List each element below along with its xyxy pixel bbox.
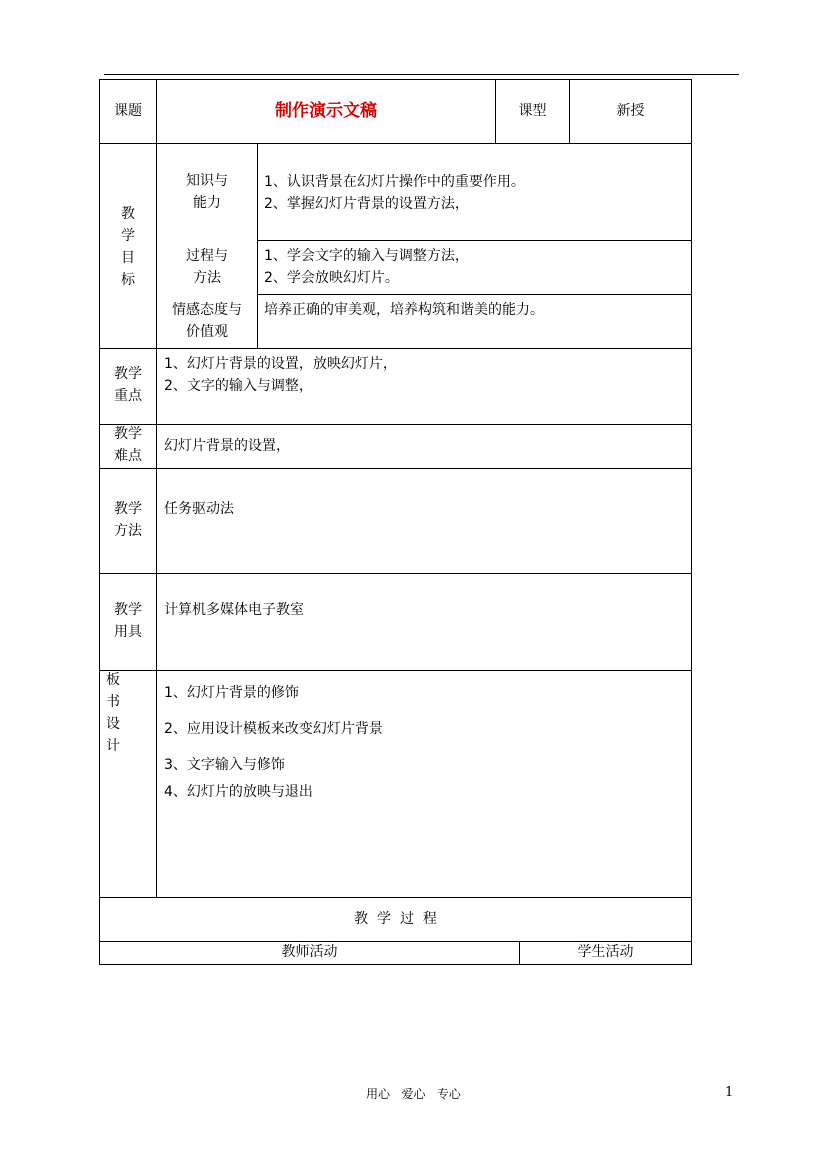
tools-content: 计算机多媒体电子教室 — [164, 602, 304, 618]
lesson-title: 制作演示文稿 — [275, 101, 377, 121]
attitude-values-label: 情感态度与 价值观 — [172, 302, 242, 340]
tools-label: 教学 用具 — [114, 602, 142, 640]
process-title: 教 学 过 程 — [354, 911, 437, 927]
attitude-values-content: 培养正确的审美观，培养构筑和谐美的能力。 — [264, 302, 544, 318]
header-rule — [104, 74, 739, 75]
difficulties-label: 教学 难点 — [114, 426, 142, 464]
board-label: 板 书 设 计 — [106, 672, 120, 754]
board-item: 4、幻灯片的放映与退出 — [164, 784, 313, 800]
method-content: 任务驱动法 — [164, 501, 234, 517]
method-label: 教学 方法 — [114, 501, 142, 539]
board-item: 3、文字输入与修饰 — [164, 757, 285, 773]
process-method-label: 过程与 方法 — [186, 248, 228, 286]
type-value: 新授 — [616, 103, 645, 119]
key-points-content: 1、幻灯片背景的设置，放映幻灯片， 2、文字的输入与调整， — [164, 356, 397, 394]
teacher-activity-header: 教师活动 — [281, 944, 338, 960]
knowledge-ability-label: 知识与 能力 — [186, 173, 228, 211]
type-label: 课型 — [518, 103, 547, 119]
difficulties-content: 幻灯片背景的设置， — [164, 438, 290, 454]
student-activity-header: 学生活动 — [577, 944, 634, 960]
board-item: 2、应用设计模板来改变幻灯片背景 — [164, 721, 383, 737]
objectives-label: 教 学 目 标 — [121, 206, 135, 288]
board-item: 1、幻灯片背景的修饰 — [164, 685, 299, 701]
page-number: 1 — [725, 1085, 734, 1100]
knowledge-ability-content: 1、认识背景在幻灯片操作中的重要作用。 2、掌握幻灯片背景的设置方法， — [264, 174, 525, 212]
topic-label: 课题 — [114, 103, 142, 119]
process-method-content: 1、学会文字的输入与调整方法， 2、学会放映幻灯片。 — [264, 248, 469, 286]
key-points-label: 教学 重点 — [114, 366, 142, 404]
page-footer: 用心 爱心 专心 — [366, 1087, 461, 1101]
